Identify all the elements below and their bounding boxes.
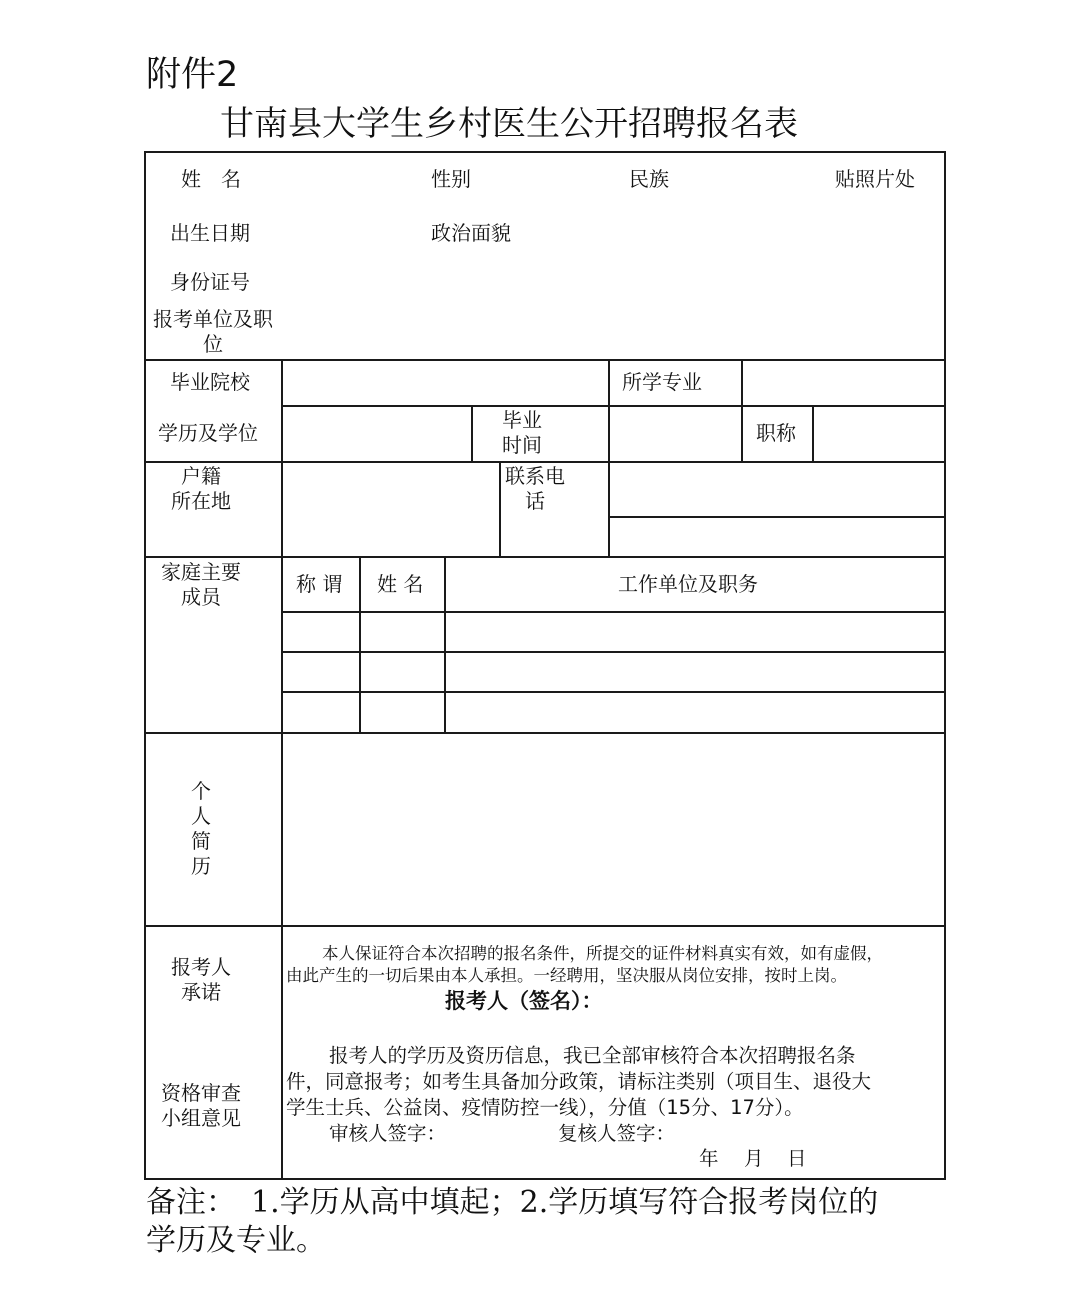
footer-note-line1: 备注： 1.学历从高中填起；2.学历填写符合报考岗位的 <box>146 1185 879 1220</box>
rule-label-column <box>281 359 283 1179</box>
photo-placeholder-label: 贴照片处 <box>835 167 915 191</box>
table-border-left <box>144 151 146 1180</box>
resume-char-3: 简 <box>191 829 211 853</box>
date-month-label: 月 <box>744 1147 764 1170</box>
grad-time-label-line2: 时间 <box>502 433 542 457</box>
phone-label <box>501 464 569 514</box>
applied-unit-label-line2: 位 <box>203 332 223 356</box>
rule-family-row1-end <box>282 651 946 653</box>
rule-resume-end <box>144 925 946 927</box>
review-text-line3: 学生士兵、公益岗、疫情防控一线），分值（15分、17分）。 <box>286 1096 804 1119</box>
ethnicity-label: 民族 <box>629 167 669 191</box>
name-label: 姓 名 <box>181 167 241 191</box>
table-border-bottom <box>144 1178 946 1180</box>
family-col-relation: 称 谓 <box>296 572 343 596</box>
rule-phone-split <box>609 516 946 518</box>
degree-label: 学历及学位 <box>158 421 258 445</box>
form-title: 甘南县大学生乡村医生公开招聘报名表 <box>220 104 798 144</box>
pledge-label-line1: 报考人 <box>171 955 231 979</box>
grad-time-label <box>502 408 542 458</box>
rule-family-col2 <box>444 556 446 733</box>
rule-school-end <box>282 405 946 407</box>
review-label-line1: 资格审查 <box>161 1081 241 1105</box>
family-col-name: 姓 名 <box>377 572 424 596</box>
rule-family-row2-end <box>282 691 946 693</box>
school-label: 毕业院校 <box>170 370 250 394</box>
grad-time-label-line1: 毕业 <box>502 408 542 432</box>
phone-label-line1: 联系电 <box>505 464 565 488</box>
rule-title-right <box>812 405 814 462</box>
hukou-label <box>146 464 256 514</box>
table-border-right <box>944 151 946 1180</box>
hukou-label-line2: 所在地 <box>171 489 231 513</box>
political-status-label: 政治面貌 <box>431 221 511 245</box>
review-text-line2: 件，同意报考；如考生具备加分政策，请标注类别（项目生、退役大 <box>286 1070 872 1093</box>
rule-family-end <box>144 732 946 734</box>
major-label: 所学专业 <box>622 370 702 394</box>
reviewer-signature-label: 审核人签字： <box>329 1122 447 1145</box>
applied-unit-label <box>146 307 280 357</box>
title-rank-label: 职称 <box>756 421 796 445</box>
rule-grad-left <box>471 405 473 462</box>
family-col-work: 工作单位及职务 <box>618 572 758 596</box>
table-border-top <box>144 151 946 153</box>
resume-char-4: 历 <box>191 854 211 878</box>
rule-family-header-end <box>282 611 946 613</box>
pledge-text-line2: 由此产生的一切后果由本人承担。一经聘用，坚决服从岗位安排，按时上岗。 <box>286 966 847 985</box>
rule-phone-label-right <box>608 461 610 557</box>
rechecker-signature-label: 复核人签字： <box>558 1122 676 1145</box>
rule-major-left <box>608 359 610 462</box>
date-day-label: 日 <box>787 1147 807 1170</box>
pledge-label-line2: 承诺 <box>181 980 221 1004</box>
rule-degree-end <box>144 461 946 463</box>
birth-date-label: 出生日期 <box>170 221 250 245</box>
resume-char-1: 个 <box>191 779 211 803</box>
attachment-label: 附件2 <box>146 55 239 95</box>
family-label-line1: 家庭主要 <box>161 560 241 584</box>
rule-major-right <box>741 359 743 462</box>
review-text-line1: 报考人的学历及资历信息，我已全部审核符合本次招聘报名条 <box>329 1044 856 1067</box>
resume-label <box>186 779 216 879</box>
pledge-label <box>146 955 256 1005</box>
rule-family-col1 <box>359 556 361 733</box>
family-label <box>146 560 256 610</box>
review-label-line2: 小组意见 <box>161 1106 241 1130</box>
rule-contact-end <box>144 556 946 558</box>
footer-note-line2: 学历及专业。 <box>146 1223 326 1258</box>
id-number-label: 身份证号 <box>170 270 250 294</box>
family-label-line2: 成员 <box>181 585 221 609</box>
pledge-signature-label: 报考人（签名）： <box>445 989 603 1013</box>
phone-label-line2: 话 <box>525 489 545 513</box>
date-year-label: 年 <box>699 1147 719 1170</box>
rule-basic-end <box>144 359 946 361</box>
gender-label: 性别 <box>431 167 471 191</box>
pledge-text-line1: 本人保证符合本次招聘的报名条件，所提交的证件材料真实有效，如有虚假， <box>322 944 883 963</box>
resume-char-2: 人 <box>191 804 211 828</box>
review-label <box>146 1081 256 1131</box>
applied-unit-label-line1: 报考单位及职 <box>153 307 273 331</box>
hukou-label-line1: 户籍 <box>181 464 221 488</box>
